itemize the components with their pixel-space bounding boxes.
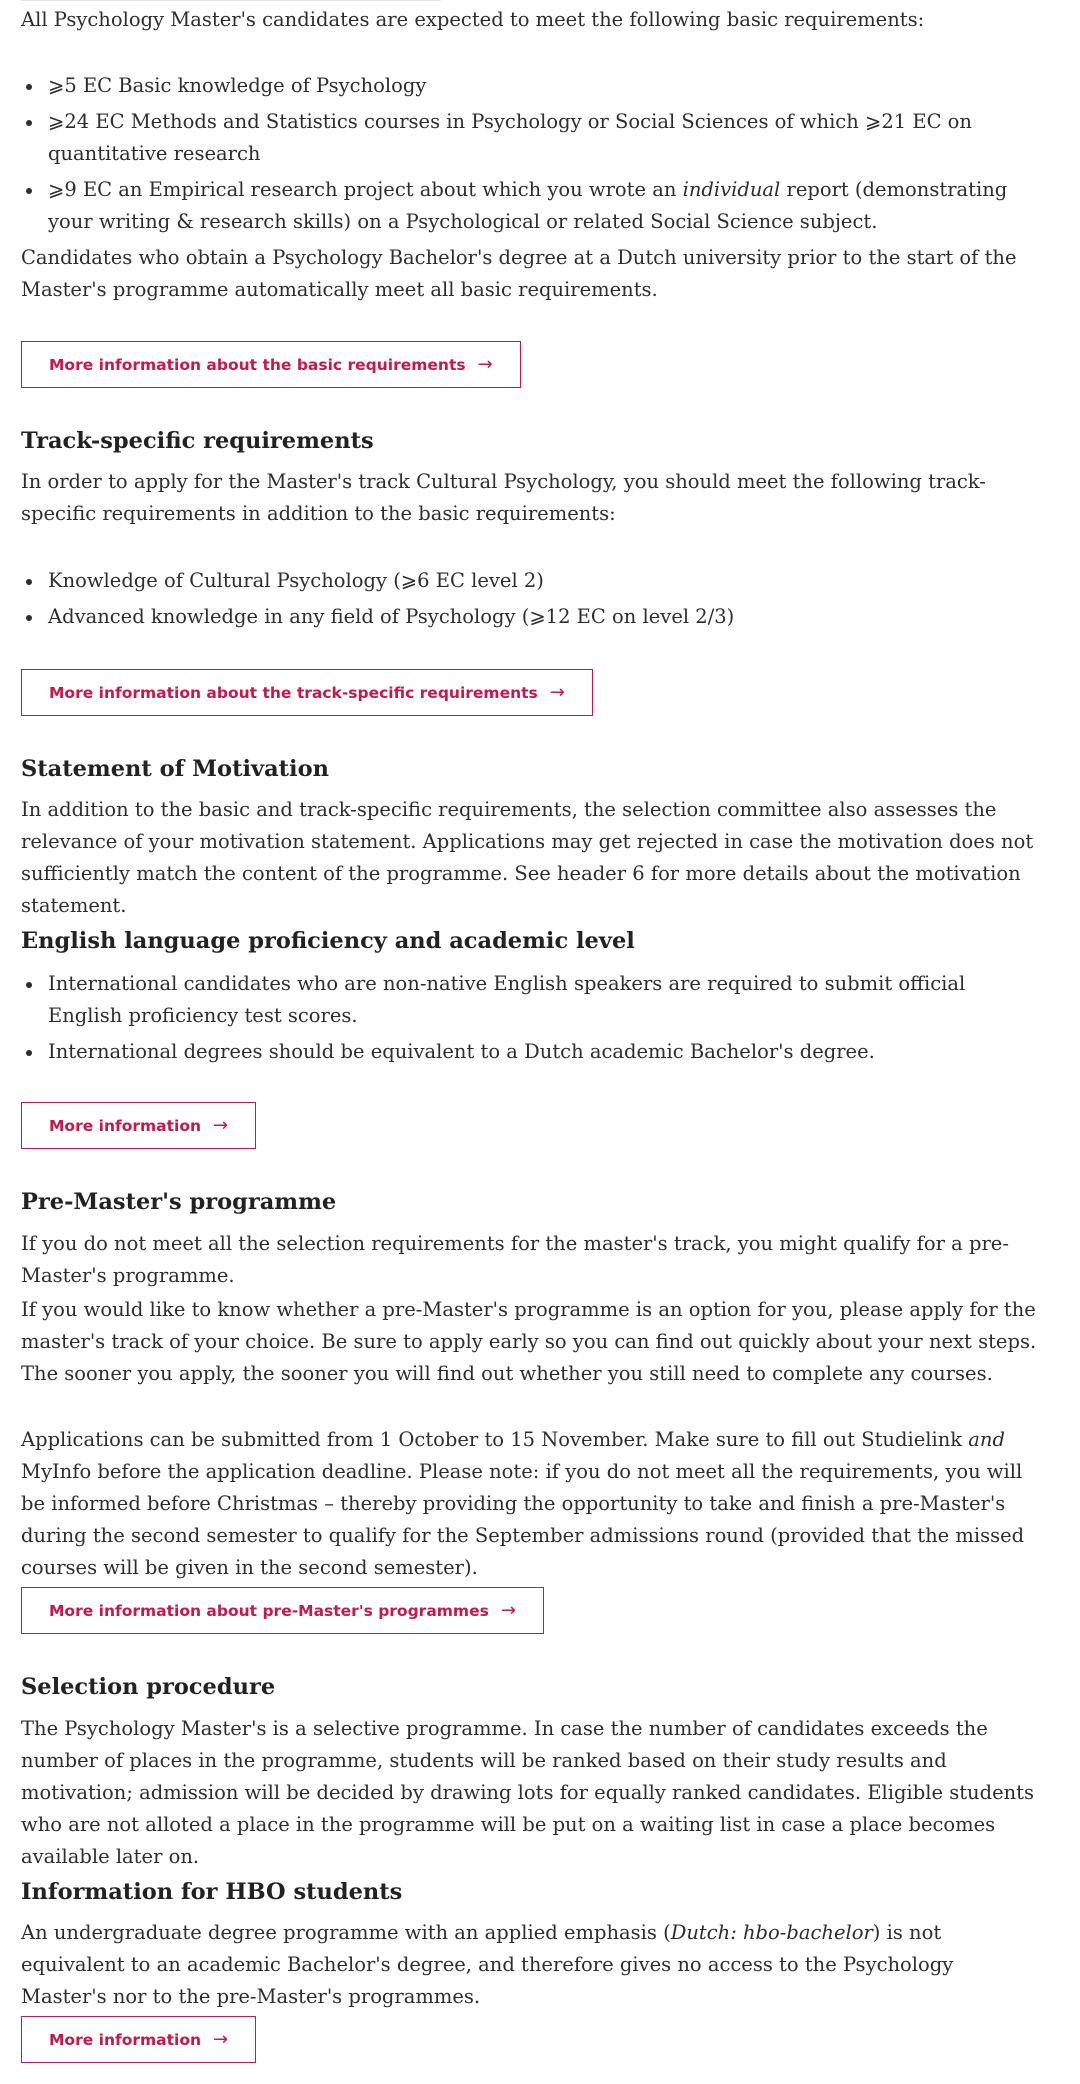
arrow-right-icon: →	[213, 2028, 229, 2050]
premaster-paragraph-3	[21, 1424, 1041, 1584]
paragraph-emphasis: and	[968, 1428, 1005, 1451]
paragraph-text: ) is not equivalent to an academic Bachelor's degree, and therefore gives no access to the Psychology Master's nor to the pre-Master's programmes.	[21, 1921, 954, 2008]
selection-heading: Selection procedure	[21, 1674, 276, 1700]
arrow-right-icon: →	[549, 681, 565, 703]
track-requirements-info-button[interactable]	[21, 669, 593, 716]
arrow-right-icon: →	[477, 353, 493, 375]
list-item-text: report (demonstrating your writing & research skills) on a Psychological or related Social Science subject.	[48, 178, 1008, 233]
premaster-paragraph-2: If you would like to know whether a pre-Master's programme is an option for you, please apply for the master's track of your choice. Be sure to apply early so you can find out quickly about your next steps. The sooner you apply, the sooner you will find out whether you still need to complete any courses.	[21, 1298, 1037, 1385]
list-item: International degrees should be equivalent to a Dutch academic Bachelor's degree.	[21, 1036, 1041, 1068]
list-item: Advanced knowledge in any field of Psychology (⩾12 EC on level 2/3)	[21, 601, 1041, 633]
list-item	[21, 174, 1041, 238]
basic-requirements-note: Candidates who obtain a Psychology Bachelor's degree at a Dutch university prior to the start of the Master's programme automatically meet all basic requirements.	[21, 246, 1017, 301]
hbo-heading: Information for HBO students	[21, 1879, 403, 1905]
list-item: ⩾5 EC Basic knowledge of Psychology	[21, 70, 1041, 102]
list-item: International candidates who are non-native English speakers are required to submit official English proficiency test scores.	[21, 968, 1041, 1032]
top-divider	[21, 0, 441, 1]
paragraph-text: MyInfo before the application deadline. Please note: if you do not meet all the requirements, you will be informed before Christmas – thereby providing the opportunity to take and finish a pre-Master's during the second semester to qualify for the September admissions round (provided that the missed courses will be given in the second semester).	[21, 1460, 1025, 1579]
button-label: More information about pre-Master's programmes	[49, 1601, 489, 1620]
hbo-text	[21, 1917, 1041, 2013]
track-requirements-heading: Track-specific requirements	[21, 428, 374, 454]
list-item-emphasis: individual	[682, 178, 781, 201]
track-requirements-list	[21, 565, 1041, 637]
english-info-button[interactable]	[21, 1102, 256, 1149]
motivation-heading: Statement of Motivation	[21, 756, 329, 782]
button-label: More information about the track-specific requirements	[49, 683, 538, 702]
arrow-right-icon: →	[213, 1114, 229, 1136]
paragraph-text: Applications can be submitted from 1 October to 15 November. Make sure to fill out Studielink	[21, 1428, 969, 1451]
basic-requirements-intro: All Psychology Master's candidates are expected to meet the following basic requirements:	[21, 8, 925, 31]
button-label: More information	[49, 1116, 202, 1135]
paragraph-text: An undergraduate degree programme with an applied emphasis (	[21, 1921, 671, 1944]
list-item: ⩾24 EC Methods and Statistics courses in Psychology or Social Sciences of which ⩾21 EC on quantitative research	[21, 106, 1041, 170]
list-item: Knowledge of Cultural Psychology (⩾6 EC level 2)	[21, 565, 1041, 597]
premaster-paragraph-1: If you do not meet all the selection requirements for the master's track, you might qualify for a pre-Master's programme.	[21, 1232, 1009, 1287]
list-item-text: ⩾9 EC an Empirical research project about which you wrote an	[48, 178, 683, 201]
premaster-info-button[interactable]	[21, 1587, 544, 1634]
basic-requirements-list	[21, 70, 1041, 242]
track-requirements-intro: In order to apply for the Master's track Cultural Psychology, you should meet the following track-specific requirements in addition to the basic requirements:	[21, 470, 986, 525]
english-requirements-list	[21, 968, 1041, 1072]
selection-text: The Psychology Master's is a selective programme. In case the number of candidates exceeds the number of places in the programme, students will be ranked based on their study results and motivation; admission will be decided by drawing lots for equally ranked candidates. Eligible students who are not alloted a place in the programme will be put on a waiting list in case a place becomes available later on.	[21, 1717, 1035, 1868]
hbo-info-button[interactable]	[21, 2016, 256, 2063]
motivation-text: In addition to the basic and track-specific requirements, the selection committee also assesses the relevance of your motivation statement. Applications may get rejected in case the motivation does not sufficiently match the content of the programme. See header 6 for more details about the motivation statement.	[21, 798, 1034, 917]
basic-requirements-info-button[interactable]	[21, 341, 521, 388]
button-label: More information	[49, 2030, 202, 2049]
english-heading: English language proficiency and academic level	[21, 928, 635, 954]
premaster-heading: Pre-Master's programme	[21, 1189, 337, 1215]
paragraph-emphasis: Dutch: hbo-bachelor	[670, 1921, 873, 1944]
button-label: More information about the basic requirements	[49, 355, 466, 374]
arrow-right-icon: →	[500, 1599, 516, 1621]
